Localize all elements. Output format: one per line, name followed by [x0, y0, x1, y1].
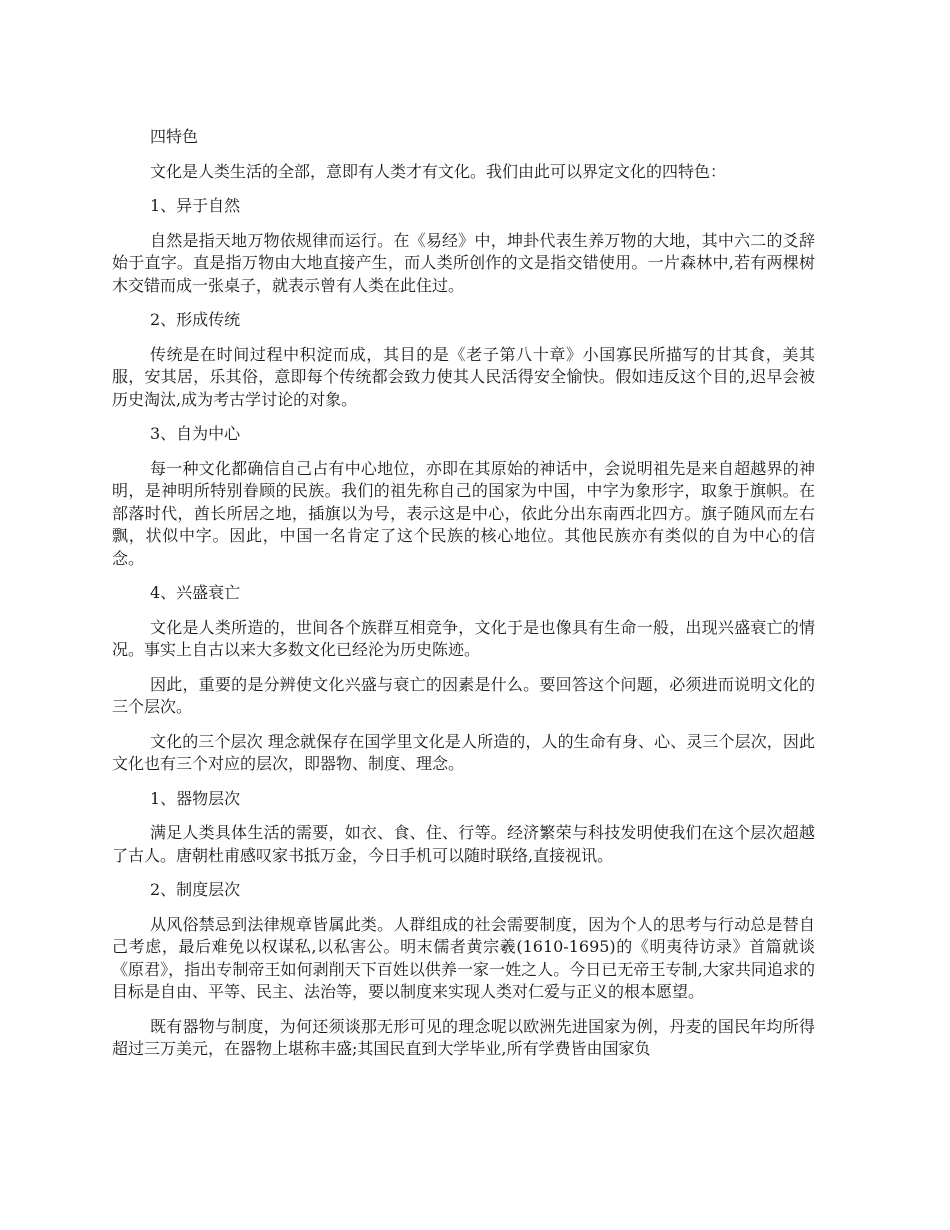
- subsection-heading: 1、异于自然: [150, 196, 241, 215]
- body-paragraph: 每一种文化都确信自己占有中心地位，亦即在其原始的神话中，会说明祖先是来自超越界的神明，是神明所特别眷顾的民族。我们的祖先称自己的国家为中国，中字为象形字，取象于旗帜。在部落时代，酋长所居之地，插旗以为号，表示这是中心，依此分出东南西北四方。旗子随风而左右飘，状似中字。因此，中国一名肯定了这个民族的核心地位。其他民族亦有类似的自为中心的信念。: [112, 458, 815, 568]
- body-paragraph: 从风俗禁忌到法律规章皆属此类。人群组成的社会需要制度，因为个人的思考与行动总是替自己考虑，最后难免以权谋私,以私害公。明末儒者黄宗羲(1610-1695)的《明夷待访录》首篇就谈《原君》，指出专制帝王如何剥削天下百姓以供养一家一姓之人。今日已无帝王专制,大家共同追求的目标是自由、平等、民主、法治等，要以制度来实现人类对仁爱与正义的根本愿望。: [112, 914, 815, 1001]
- section-heading: 四特色: [150, 127, 199, 146]
- body-paragraph: 既有器物与制度，为何还须谈那无形可见的理念呢以欧洲先进国家为例，丹麦的国民年均所得超过三万美元，在器物上堪称丰盛;其国民直到大学毕业,所有学费皆由国家负: [112, 1016, 815, 1058]
- body-paragraph: 文化的三个层次 理念就保存在国学里文化是人所造的，人的生命有身、心、灵三个层次，因此文化也有三个对应的层次，即器物、制度、理念。: [112, 731, 815, 773]
- subsection-heading: 4、兴盛衰亡: [150, 583, 241, 602]
- subsection-heading: 1、器物层次: [150, 788, 241, 808]
- body-paragraph: 满足人类具体生活的需要，如衣、食、住、行等。经济繁荣与科技发明使我们在这个层次超越了古人。唐朝杜甫感叹家书抵万金，今日手机可以随时联络,直接视讯。: [112, 823, 815, 865]
- body-paragraph: 自然是指天地万物依规律而运行。在《易经》中，坤卦代表生养万物的大地，其中六二的爻辞始于直字。直是指万物由大地直接产生，而人类所创作的文是指交错使用。一片森林中,若有两棵树木交错而成一张桌子，就表示曾有人类在此住过。: [112, 230, 815, 295]
- subsection-heading: 3、自为中心: [150, 424, 241, 443]
- subsection-heading: 2、制度层次: [150, 880, 241, 899]
- body-paragraph: 文化是人类所造的，世间各个族群互相竞争，文化于是也像具有生命一般，出现兴盛衰亡的情况。事实上自古以来大多数文化已经沦为历史陈迹。: [112, 617, 815, 659]
- document-body: [112, 126, 815, 1073]
- body-paragraph: 文化是人类生活的全部，意即有人类才有文化。我们由此可以界定文化的四特色：: [150, 161, 727, 181]
- body-paragraph: 因此，重要的是分辨使文化兴盛与衰亡的因素是什么。要回答这个问题，必须进而说明文化的三个层次。: [112, 674, 815, 716]
- subsection-heading: 2、形成传统: [150, 310, 241, 329]
- body-paragraph: 传统是在时间过程中积淀而成，其目的是《老子第八十章》小国寡民所描写的甘其食，美其服，安其居，乐其俗，意即每个传统都会致力使其人民活得安全愉快。假如违反这个目的,迟早会被历史淘汰,成为考古学讨论的对象。: [112, 344, 815, 409]
